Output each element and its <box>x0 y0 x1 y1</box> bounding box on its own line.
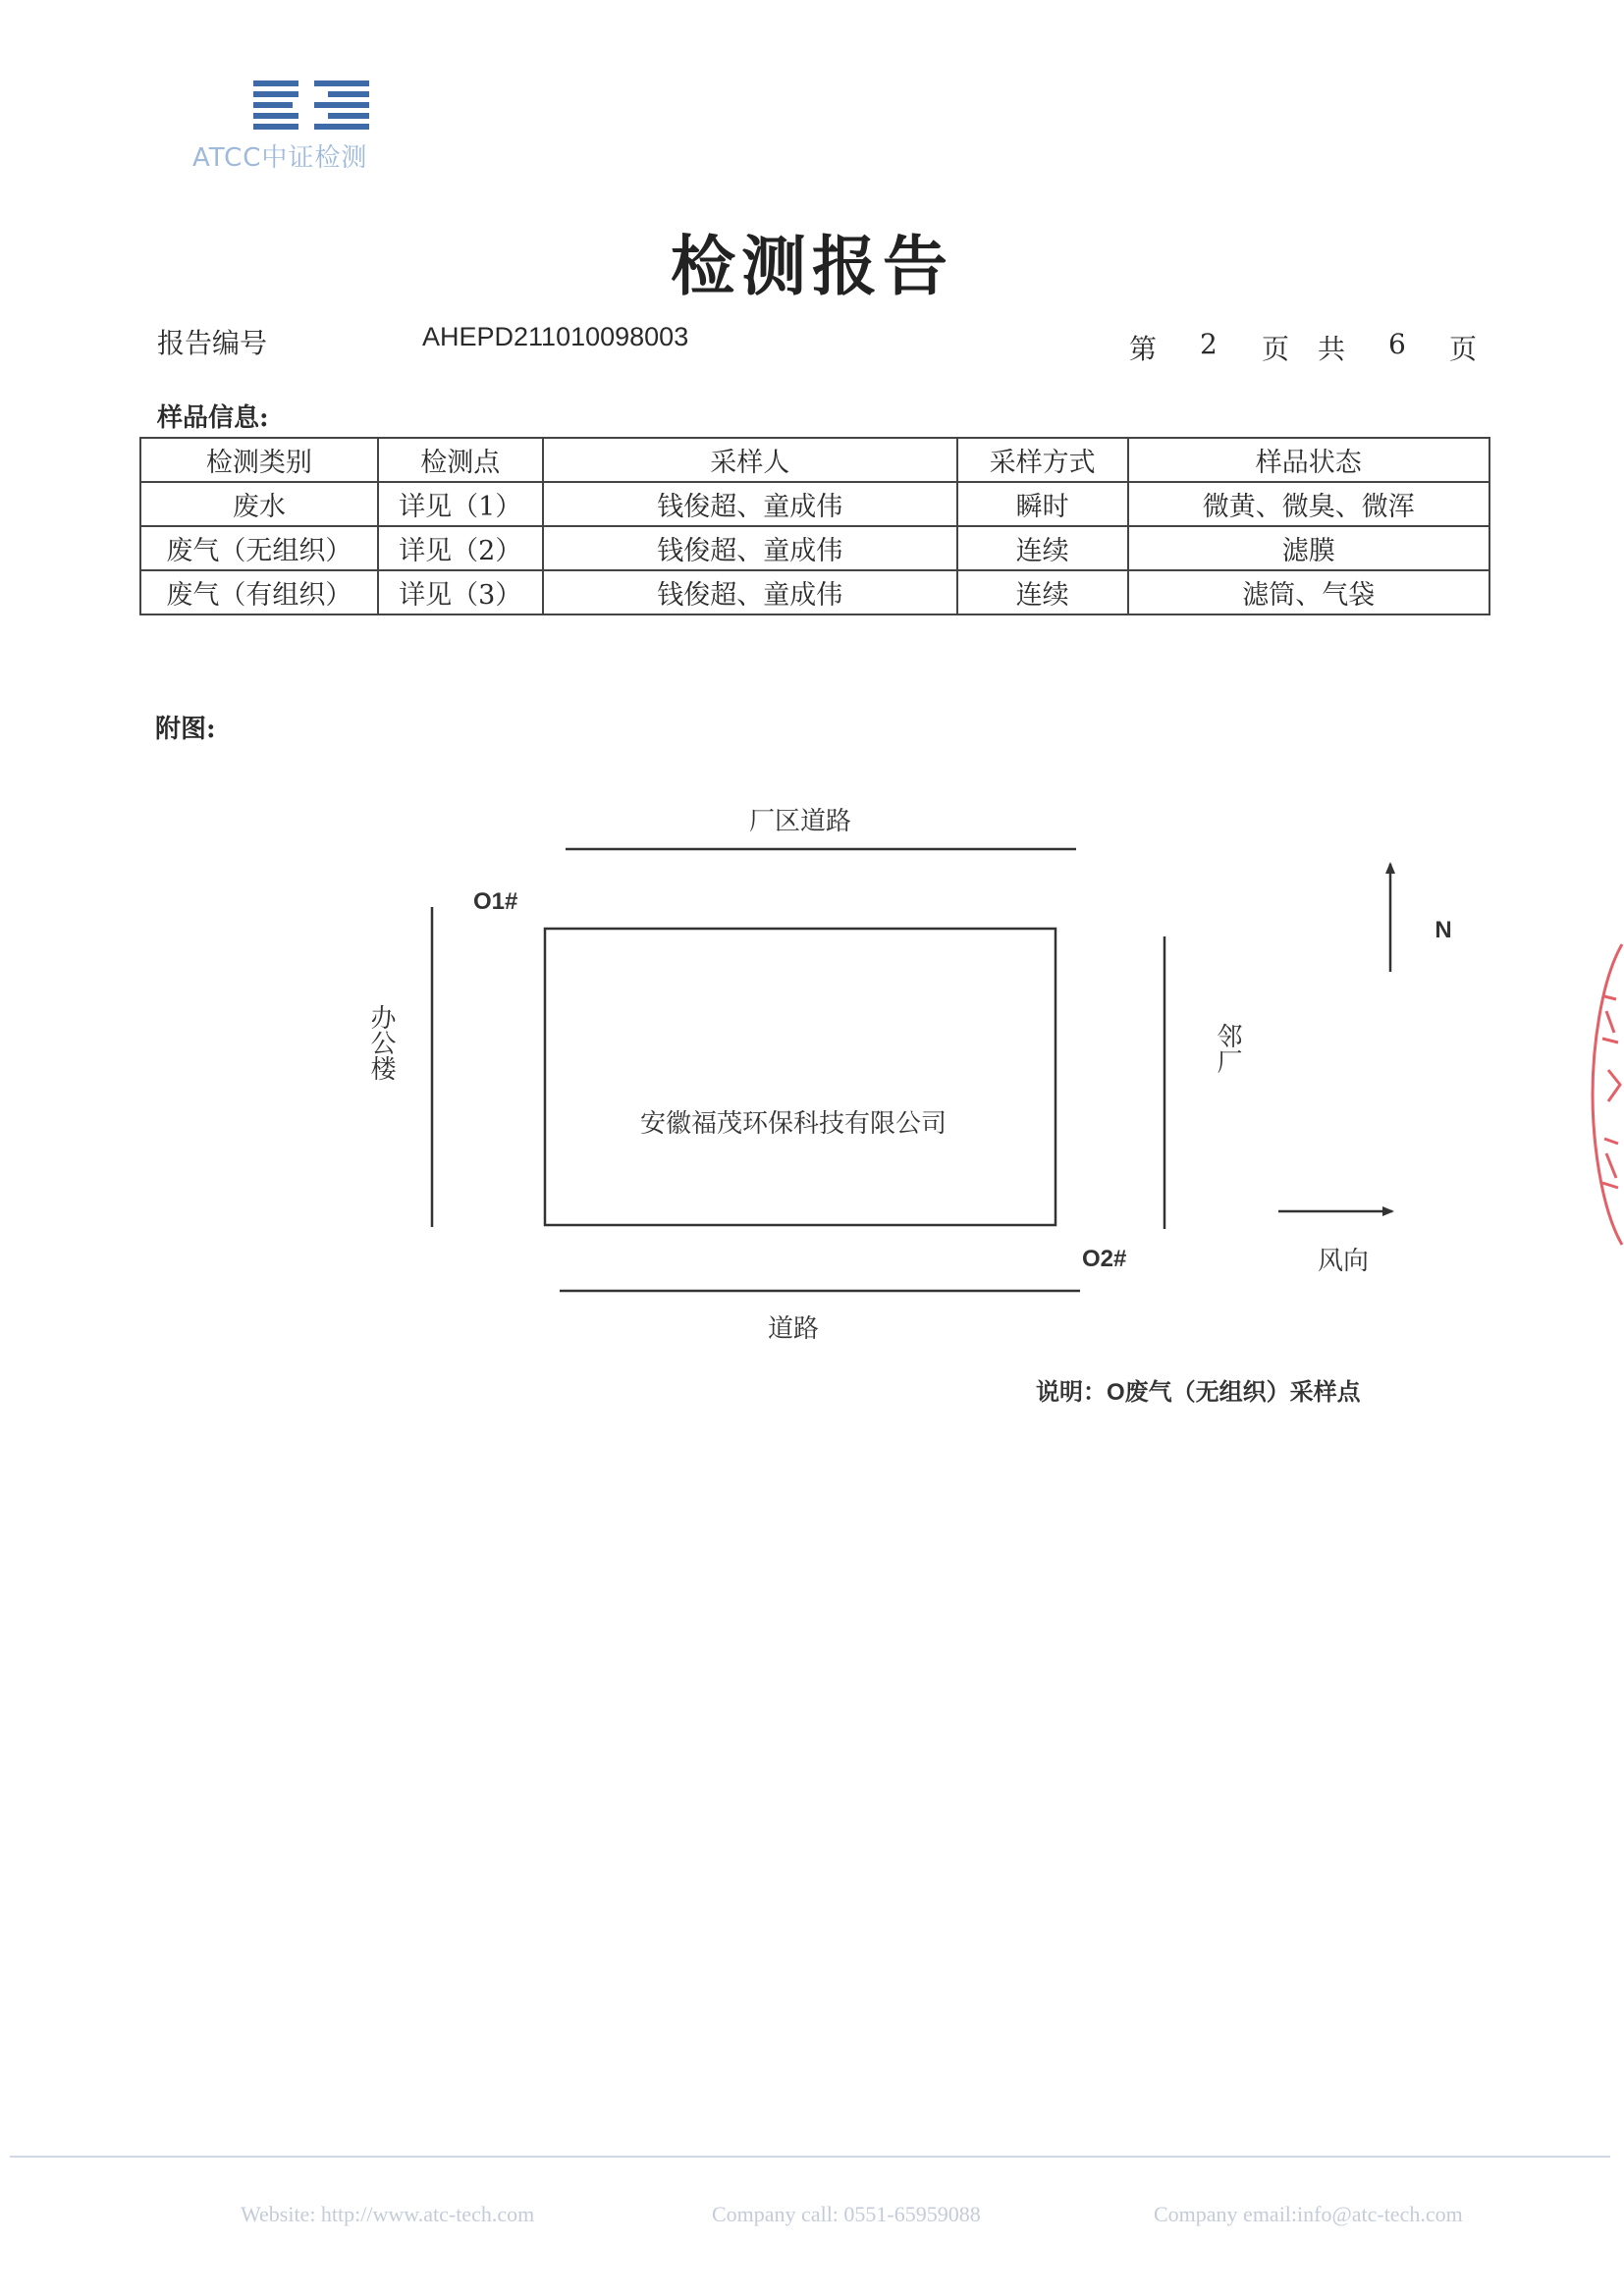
report-title: 检测报告 <box>671 228 953 304</box>
footer-phone: Company call: 0551-65959088 <box>712 2202 981 2226</box>
sampling-point-1: O1# <box>473 888 518 915</box>
table-cell: 连续 <box>957 570 1128 614</box>
page-total-prefix: 共 <box>1318 333 1346 365</box>
company-plant-outline <box>545 929 1056 1225</box>
table-cell: 详见（1） <box>378 482 543 526</box>
page-current: 2 <box>1200 328 1218 360</box>
table-row <box>140 482 1489 526</box>
site-diagram <box>0 785 1624 1453</box>
table-header-row <box>140 438 1489 482</box>
column-header: 采样人 <box>543 438 957 482</box>
sample-info-table <box>139 437 1490 615</box>
table-cell: 滤膜 <box>1128 526 1489 570</box>
report-number-value: AHEPD211010098003 <box>422 322 689 351</box>
table-cell: 废水 <box>140 482 378 526</box>
column-header: 样品状态 <box>1128 438 1489 482</box>
page-total: 6 <box>1388 328 1406 360</box>
table-cell: 连续 <box>957 526 1128 570</box>
atcc-logo-icon <box>253 80 369 130</box>
table-cell: 瞬时 <box>957 482 1128 526</box>
page-middle: 页 <box>1262 333 1290 365</box>
table-cell: 废气（有组织） <box>140 570 378 614</box>
north-road-label: 厂区道路 <box>748 807 852 836</box>
sampling-point-2: O2# <box>1082 1246 1127 1272</box>
column-header: 采样方式 <box>957 438 1128 482</box>
seal-stamp-fragment <box>1583 942 1624 1247</box>
table-cell: 废气（无组织） <box>140 526 378 570</box>
figure-label: 附图: <box>155 715 216 744</box>
south-road-label: 道路 <box>767 1314 820 1344</box>
sample-info-label: 样品信息: <box>157 403 269 433</box>
footer-divider <box>10 2156 1610 2158</box>
column-header: 检测点 <box>378 438 543 482</box>
table-cell: 钱俊超、童成伟 <box>543 526 957 570</box>
page-suffix: 页 <box>1449 333 1478 365</box>
figure-note: 说明：O废气（无组织）采样点 <box>1036 1379 1361 1406</box>
office-building-label: 办公楼 <box>366 1004 396 1081</box>
table-cell: 滤筒、气袋 <box>1128 570 1489 614</box>
report-number-label: 报告编号 <box>157 327 268 359</box>
company-name: 安徽福茂环保科技有限公司 <box>639 1109 947 1139</box>
logo-text: ATCC中证检测 <box>192 143 368 173</box>
page-prefix: 第 <box>1129 333 1158 365</box>
table-row <box>140 570 1489 614</box>
neighbor-plant-label: 邻厂 <box>1213 1023 1242 1074</box>
table-cell: 钱俊超、童成伟 <box>543 482 957 526</box>
column-header: 检测类别 <box>140 438 378 482</box>
table-row <box>140 526 1489 570</box>
footer-email: Company email:info@atc-tech.com <box>1154 2202 1463 2226</box>
table-cell: 钱俊超、童成伟 <box>543 570 957 614</box>
footer-website: Website: http://www.atc-tech.com <box>241 2202 535 2226</box>
table-cell: 微黄、微臭、微浑 <box>1128 482 1489 526</box>
wind-direction-label: 风向 <box>1317 1247 1370 1276</box>
table-cell: 详见（3） <box>378 570 543 614</box>
north-label: N <box>1435 917 1452 943</box>
table-cell: 详见（2） <box>378 526 543 570</box>
